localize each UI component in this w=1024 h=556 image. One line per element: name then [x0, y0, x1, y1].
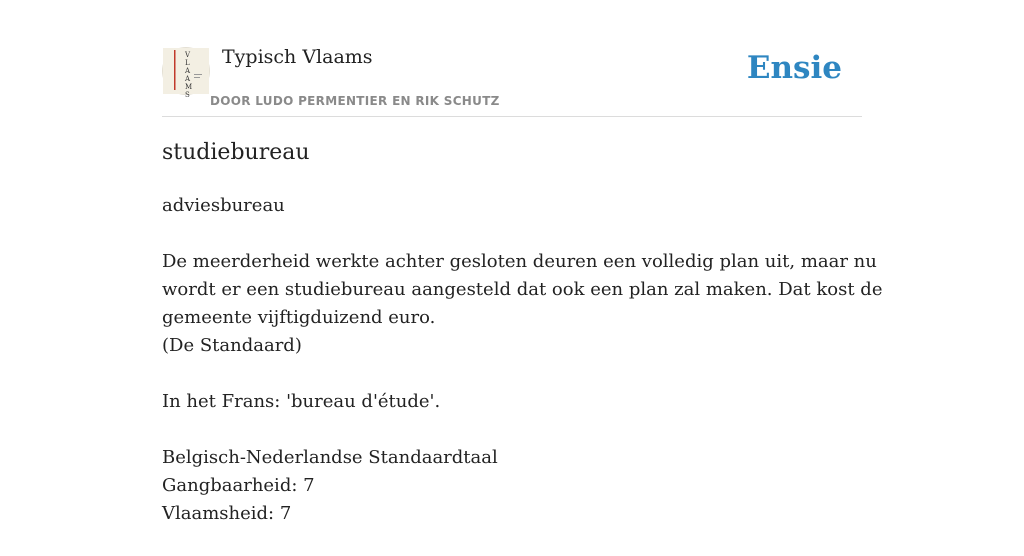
svg-text:M: M [185, 83, 193, 91]
authors-byline: DOOR LUDO PERMENTIER EN RIK SCHUTZ [210, 94, 500, 108]
book-cover-icon [163, 48, 209, 99]
example-line: De meerderheid werkte achter gesloten deuren een volledig plan uit, maar nu [162, 251, 877, 272]
example-quote [162, 248, 883, 360]
example-source: (De Standaard) [162, 335, 302, 356]
gangbaarheid-value: Gangbaarheid: 7 [162, 475, 315, 496]
etymology-note: In het Frans: 'bureau d'étude'. [162, 391, 441, 412]
svg-text:V: V [185, 51, 191, 59]
definition-text: adviesbureau [162, 195, 285, 216]
svg-text:S: S [185, 91, 190, 99]
svg-text:A: A [185, 75, 191, 83]
example-line: gemeente vijftigduizend euro. [162, 307, 436, 328]
entry-title: studiebureau [162, 140, 310, 165]
vlaamsheid-value: Vlaamsheid: 7 [162, 503, 292, 524]
register-label: Belgisch-Nederlandse Standaardtaal [162, 447, 498, 468]
brand-logo-link[interactable]: Ensie [746, 50, 842, 86]
site-title[interactable]: Typisch Vlaams [222, 46, 373, 68]
entry-metadata [162, 444, 842, 528]
source-header [162, 0, 862, 117]
page-container [162, 0, 883, 524]
example-line: wordt er een studiebureau aangesteld dat ook een plan zal maken. Dat kost de [162, 279, 883, 300]
source-logo[interactable] [162, 47, 210, 99]
svg-text:A: A [185, 67, 191, 75]
svg-text:L: L [185, 59, 190, 67]
entry-body [162, 192, 883, 556]
